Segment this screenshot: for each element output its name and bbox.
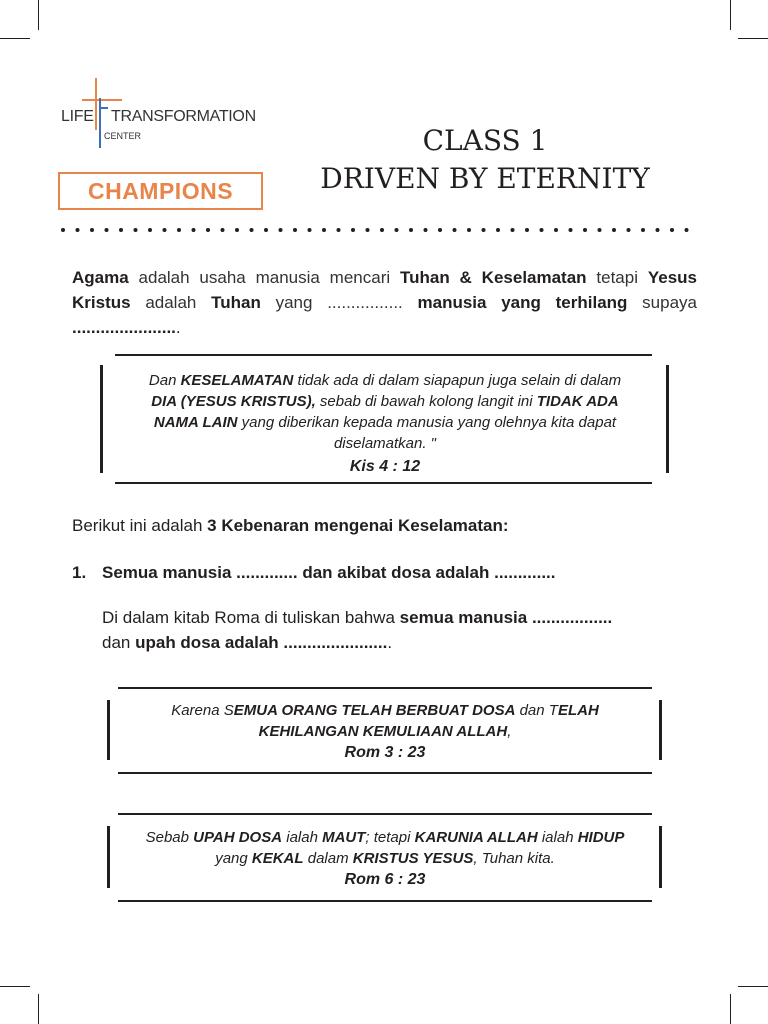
intro-text: supaya bbox=[627, 293, 697, 312]
quote3-emphasis: UPAH DOSA bbox=[193, 829, 283, 846]
intro-blank-bold: ...................... bbox=[72, 318, 176, 337]
quote3-text: , Tuhan kita. bbox=[473, 850, 555, 867]
divider-dot bbox=[90, 228, 94, 232]
crop-mark-top-right-h bbox=[738, 38, 768, 39]
divider-dot bbox=[134, 228, 138, 232]
roma-text: dan bbox=[102, 633, 136, 652]
quote3-text: ialah bbox=[537, 829, 578, 846]
divider-dot bbox=[453, 228, 457, 232]
quote3-emphasis: HIDUP bbox=[577, 829, 625, 846]
intro-blank: yang ................ bbox=[260, 293, 418, 312]
divider-dot bbox=[380, 228, 384, 232]
divider-dot bbox=[554, 228, 558, 232]
truths-intro bbox=[72, 513, 509, 538]
divider-dot bbox=[525, 228, 529, 232]
divider-dot bbox=[279, 228, 283, 232]
crop-mark-top-left-h bbox=[0, 38, 30, 39]
roma-emphasis: upah dosa adalah bbox=[135, 633, 279, 652]
divider-dot bbox=[322, 228, 326, 232]
ltc-logo bbox=[60, 78, 280, 150]
point1-blank: ............. bbox=[489, 563, 556, 582]
quote2-top-rule bbox=[118, 687, 652, 689]
crop-mark-bottom-right-h bbox=[738, 986, 768, 987]
quote1-verse bbox=[140, 370, 630, 477]
divider-dot bbox=[105, 228, 109, 232]
intro-period: . bbox=[175, 318, 181, 337]
divider-dot bbox=[656, 228, 660, 232]
crop-mark-bottom-left-h bbox=[0, 986, 30, 987]
truths-intro-text: Berikut ini adalah bbox=[72, 516, 208, 535]
divider-dot bbox=[496, 228, 500, 232]
divider-dot bbox=[308, 228, 312, 232]
divider-dot bbox=[163, 228, 167, 232]
divider-dot bbox=[221, 228, 225, 232]
quote3-verse bbox=[135, 827, 635, 890]
quote1-emphasis: TIDAK ADA NAMA LAIN bbox=[153, 393, 619, 431]
point1-text bbox=[102, 560, 556, 585]
divider-dot bbox=[438, 228, 442, 232]
quote2-verse bbox=[140, 700, 630, 763]
champions-badge: CHAMPIONS bbox=[58, 172, 263, 210]
logo-word-life: LIFE bbox=[61, 108, 94, 125]
quote1-text: sebab di bawah kolong langit ini bbox=[315, 393, 537, 410]
quote1-bottom-rule bbox=[115, 482, 652, 484]
quote2-emphasis: ELAH KEHILANGAN KEMULIAAN ALLAH bbox=[258, 702, 599, 740]
quote2-emphasis: EMUA ORANG TELAH BERBUAT DOSA bbox=[233, 702, 516, 719]
divider-dot bbox=[409, 228, 413, 232]
truths-intro-emphasis: 3 Kebenaran mengenai Keselamatan: bbox=[207, 516, 509, 535]
point1-emphasis: dan akibat dosa adalah bbox=[302, 563, 490, 582]
intro-word-manusia-terhilang: manusia yang terhilang bbox=[417, 293, 628, 312]
divider-dot bbox=[177, 228, 181, 232]
divider-dot bbox=[293, 228, 297, 232]
quote3-right-rule bbox=[659, 826, 662, 888]
logo-word-transformation: TRANSFORMATION bbox=[111, 108, 256, 125]
divider-dot bbox=[627, 228, 631, 232]
intro-text: adalah usaha manusia mencari bbox=[128, 268, 400, 287]
divider-dot bbox=[250, 228, 254, 232]
dotted-divider bbox=[60, 225, 700, 235]
point1-emphasis: Semua manusia bbox=[102, 563, 232, 582]
divider-dot bbox=[119, 228, 123, 232]
quote3-bottom-rule bbox=[118, 900, 652, 902]
intro-word-agama: Agama bbox=[72, 268, 129, 287]
divider-dot bbox=[148, 228, 152, 232]
crop-mark-top-left-v bbox=[38, 0, 39, 30]
logo-word-center: CENTER bbox=[104, 131, 142, 141]
quote3-text: Sebab bbox=[145, 829, 194, 846]
divider-dot bbox=[612, 228, 616, 232]
quote3-text: yang bbox=[215, 850, 252, 867]
quote1-text: yang diberikan kepada manusia yang olehnya kita dapat diselamatkan. " bbox=[237, 414, 617, 452]
roma-text: Di dalam kitab Roma di tuliskan bahwa bbox=[102, 608, 400, 627]
quote3-emphasis: KRISTUS YESUS bbox=[352, 850, 474, 867]
intro-word-yesus-kristus: Yesus Kristus bbox=[72, 268, 697, 312]
intro-paragraph bbox=[72, 265, 697, 340]
divider-dot bbox=[467, 228, 471, 232]
intro-word-tuhan-keselamatan: Tuhan & Keselamatan bbox=[399, 268, 587, 287]
divider-dot bbox=[235, 228, 239, 232]
point1-number: 1. bbox=[72, 563, 87, 582]
class-subtitle: DRIVEN BY ETERNITY bbox=[320, 162, 650, 195]
quote1-text: Dan bbox=[148, 372, 181, 389]
crop-mark-bottom-left-v bbox=[38, 994, 39, 1024]
quote3-emphasis: MAUT bbox=[322, 829, 366, 846]
quote3-reference: Rom 6 : 23 bbox=[344, 871, 426, 888]
quote2-reference: Rom 3 : 23 bbox=[344, 744, 426, 761]
divider-dot bbox=[351, 228, 355, 232]
intro-text: tetapi bbox=[586, 268, 648, 287]
quote1-left-rule bbox=[100, 365, 103, 473]
quote1-reference: Kis 4 : 12 bbox=[349, 458, 421, 475]
divider-dot bbox=[540, 228, 544, 232]
divider-dot bbox=[583, 228, 587, 232]
divider-dot bbox=[641, 228, 645, 232]
divider-dot bbox=[511, 228, 515, 232]
quote3-emphasis: KEKAL bbox=[251, 850, 304, 867]
quote3-left-rule bbox=[107, 826, 110, 888]
crop-mark-top-right-v bbox=[730, 0, 731, 30]
quote3-emphasis: KARUNIA ALLAH bbox=[414, 829, 538, 846]
divider-dot bbox=[482, 228, 486, 232]
divider-dot bbox=[685, 228, 689, 232]
quote3-text: dalam bbox=[303, 850, 353, 867]
quote3-text: ; tetapi bbox=[365, 829, 415, 846]
class-title: CLASS 1 bbox=[422, 124, 548, 157]
quote1-right-rule bbox=[666, 365, 669, 473]
quote2-right-rule bbox=[659, 700, 662, 760]
divider-dot bbox=[76, 228, 80, 232]
divider-dot bbox=[670, 228, 674, 232]
divider-dot bbox=[424, 228, 428, 232]
intro-text: adalah bbox=[130, 293, 212, 312]
roma-blank: ...................... bbox=[278, 633, 388, 652]
point1-blank: ............. bbox=[231, 563, 303, 582]
quote2-text: dan T bbox=[515, 702, 558, 719]
quote2-bottom-rule bbox=[118, 772, 652, 774]
crop-mark-bottom-right-v bbox=[730, 994, 731, 1024]
quote1-emphasis: DIA (YESUS KRISTUS), bbox=[151, 393, 316, 410]
divider-dot bbox=[598, 228, 602, 232]
quote1-emphasis: KESELAMATAN bbox=[180, 372, 294, 389]
quote2-left-rule bbox=[107, 700, 110, 760]
roma-emphasis: semua manusia bbox=[399, 608, 528, 627]
quote1-top-rule bbox=[115, 354, 652, 356]
quote1-text: tidak ada di dalam siapapun juga selain di dalam bbox=[293, 372, 622, 389]
divider-dot bbox=[569, 228, 573, 232]
divider-dot bbox=[395, 228, 399, 232]
divider-dot bbox=[61, 228, 65, 232]
quote2-text: Karena S bbox=[171, 702, 234, 719]
roma-paragraph: Di dalam kitab Roma di tuliskan bahwa semua manusia ................. dan upah dosa adalah ....................... bbox=[102, 608, 613, 652]
divider-dot bbox=[337, 228, 341, 232]
quote3-text: ialah bbox=[282, 829, 323, 846]
divider-dot bbox=[206, 228, 210, 232]
quote3-top-rule bbox=[118, 813, 652, 815]
divider-dot bbox=[264, 228, 268, 232]
intro-word-tuhan: Tuhan bbox=[211, 293, 261, 312]
divider-dot bbox=[192, 228, 196, 232]
roma-blank: ................. bbox=[527, 608, 613, 627]
quote2-text: , bbox=[507, 723, 512, 740]
divider-dot bbox=[366, 228, 370, 232]
